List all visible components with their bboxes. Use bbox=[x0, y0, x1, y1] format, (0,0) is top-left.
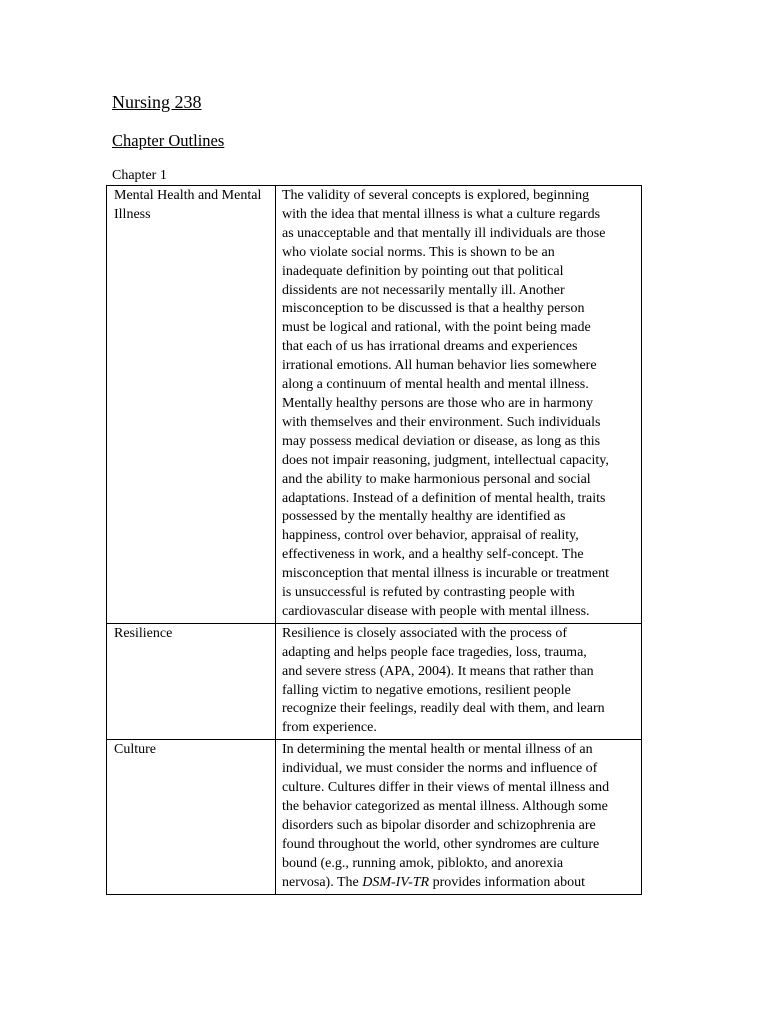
description-line: does not impair reasoning, judgment, intellectual capacity, bbox=[282, 452, 609, 468]
topic-cell bbox=[107, 186, 276, 624]
description-line: that each of us has irrational dreams and experiences bbox=[282, 339, 578, 355]
description-line: adapting and helps people face tragedies, loss, trauma, bbox=[282, 644, 587, 660]
description-line: with themselves and their environment. Such individuals bbox=[282, 414, 601, 430]
description-line: found throughout the world, other syndromes are culture bbox=[282, 836, 600, 852]
description-line: Mentally healthy persons are those who are in harmony bbox=[282, 395, 594, 411]
description-line: dissidents are not necessarily mentally ill. Another bbox=[282, 282, 565, 298]
description-line: inadequate definition by pointing out that political bbox=[282, 263, 564, 279]
description-line: falling victim to negative emotions, resilient people bbox=[282, 682, 571, 698]
description-line: culture. Cultures differ in their views of mental illness and bbox=[282, 780, 610, 796]
description-line: recognize their feelings, readily deal with them, and learn bbox=[282, 701, 605, 717]
description-line: is unsuccessful is refuted by contrasting people with bbox=[282, 585, 575, 601]
description-cell bbox=[276, 740, 642, 894]
topic-cell bbox=[107, 623, 276, 739]
description-line bbox=[282, 875, 585, 890]
description-line: irrational emotions. All human behavior lies somewhere bbox=[282, 358, 597, 374]
document-title: Nursing 238 bbox=[112, 92, 202, 112]
description-text bbox=[282, 625, 638, 738]
description-text bbox=[282, 187, 638, 622]
description-line: disorders such as bipolar disorder and schizophrenia are bbox=[282, 817, 596, 833]
table-row bbox=[107, 623, 642, 739]
description-line: may possess medical deviation or disease, as long as this bbox=[282, 433, 601, 449]
description-line: with the idea that mental illness is what a culture regards bbox=[282, 206, 601, 222]
chapter-label: Chapter 1 bbox=[112, 168, 167, 183]
description-text bbox=[282, 741, 638, 892]
description-line: effectiveness in work, and a healthy self-concept. The bbox=[282, 547, 584, 563]
description-line: from experience. bbox=[282, 720, 377, 736]
description-cell bbox=[276, 186, 642, 624]
description-line: misconception to be discussed is that a healthy person bbox=[282, 301, 585, 317]
description-line: misconception that mental illness is incurable or treatment bbox=[282, 566, 609, 582]
description-line: bound (e.g., running amok, piblokto, and anorexia bbox=[282, 855, 564, 871]
description-line: In determining the mental health or mental illness of an bbox=[282, 742, 593, 758]
description-line: possessed by the mentally healthy are identified as bbox=[282, 509, 566, 525]
description-text-segment: provides information about bbox=[429, 874, 586, 890]
description-line: individual, we must consider the norms and influence of bbox=[282, 761, 598, 777]
description-line: adaptations. Instead of a definition of mental health, traits bbox=[282, 490, 606, 506]
manual-title-italic: DSM-IV-TR bbox=[362, 874, 430, 890]
description-line: cardiovascular disease with people with mental illness. bbox=[282, 603, 590, 619]
description-line: Resilience is closely associated with the process of bbox=[282, 625, 567, 641]
description-line: who violate social norms. This is shown to be an bbox=[282, 244, 555, 260]
description-line: along a continuum of mental health and mental illness. bbox=[282, 377, 589, 393]
description-line: must be logical and rational, with the point being made bbox=[282, 320, 591, 336]
description-line: The validity of several concepts is explored, beginning bbox=[282, 188, 590, 203]
description-line: and severe stress (APA, 2004). It means that rather than bbox=[282, 663, 594, 679]
description-text-segment: nervosa). The bbox=[282, 874, 363, 890]
description-line: the behavior categorized as mental illness. Although some bbox=[282, 799, 608, 814]
table-row bbox=[107, 740, 642, 894]
description-cell bbox=[276, 623, 642, 739]
chapter-outline-table bbox=[106, 185, 642, 895]
description-line: happiness, control over behavior, appraisal of reality, bbox=[282, 528, 579, 544]
topic-label: Mental Health and Mental Illness bbox=[114, 188, 262, 222]
description-line: as unacceptable and that mentally ill individuals are those bbox=[282, 225, 606, 241]
description-line: and the ability to make harmonious personal and social bbox=[282, 471, 591, 487]
topic-cell bbox=[107, 740, 276, 894]
topic-label: Resilience bbox=[114, 625, 173, 641]
topic-label: Culture bbox=[114, 742, 156, 758]
table-row bbox=[107, 186, 642, 624]
document-subtitle: Chapter Outlines bbox=[112, 131, 225, 150]
